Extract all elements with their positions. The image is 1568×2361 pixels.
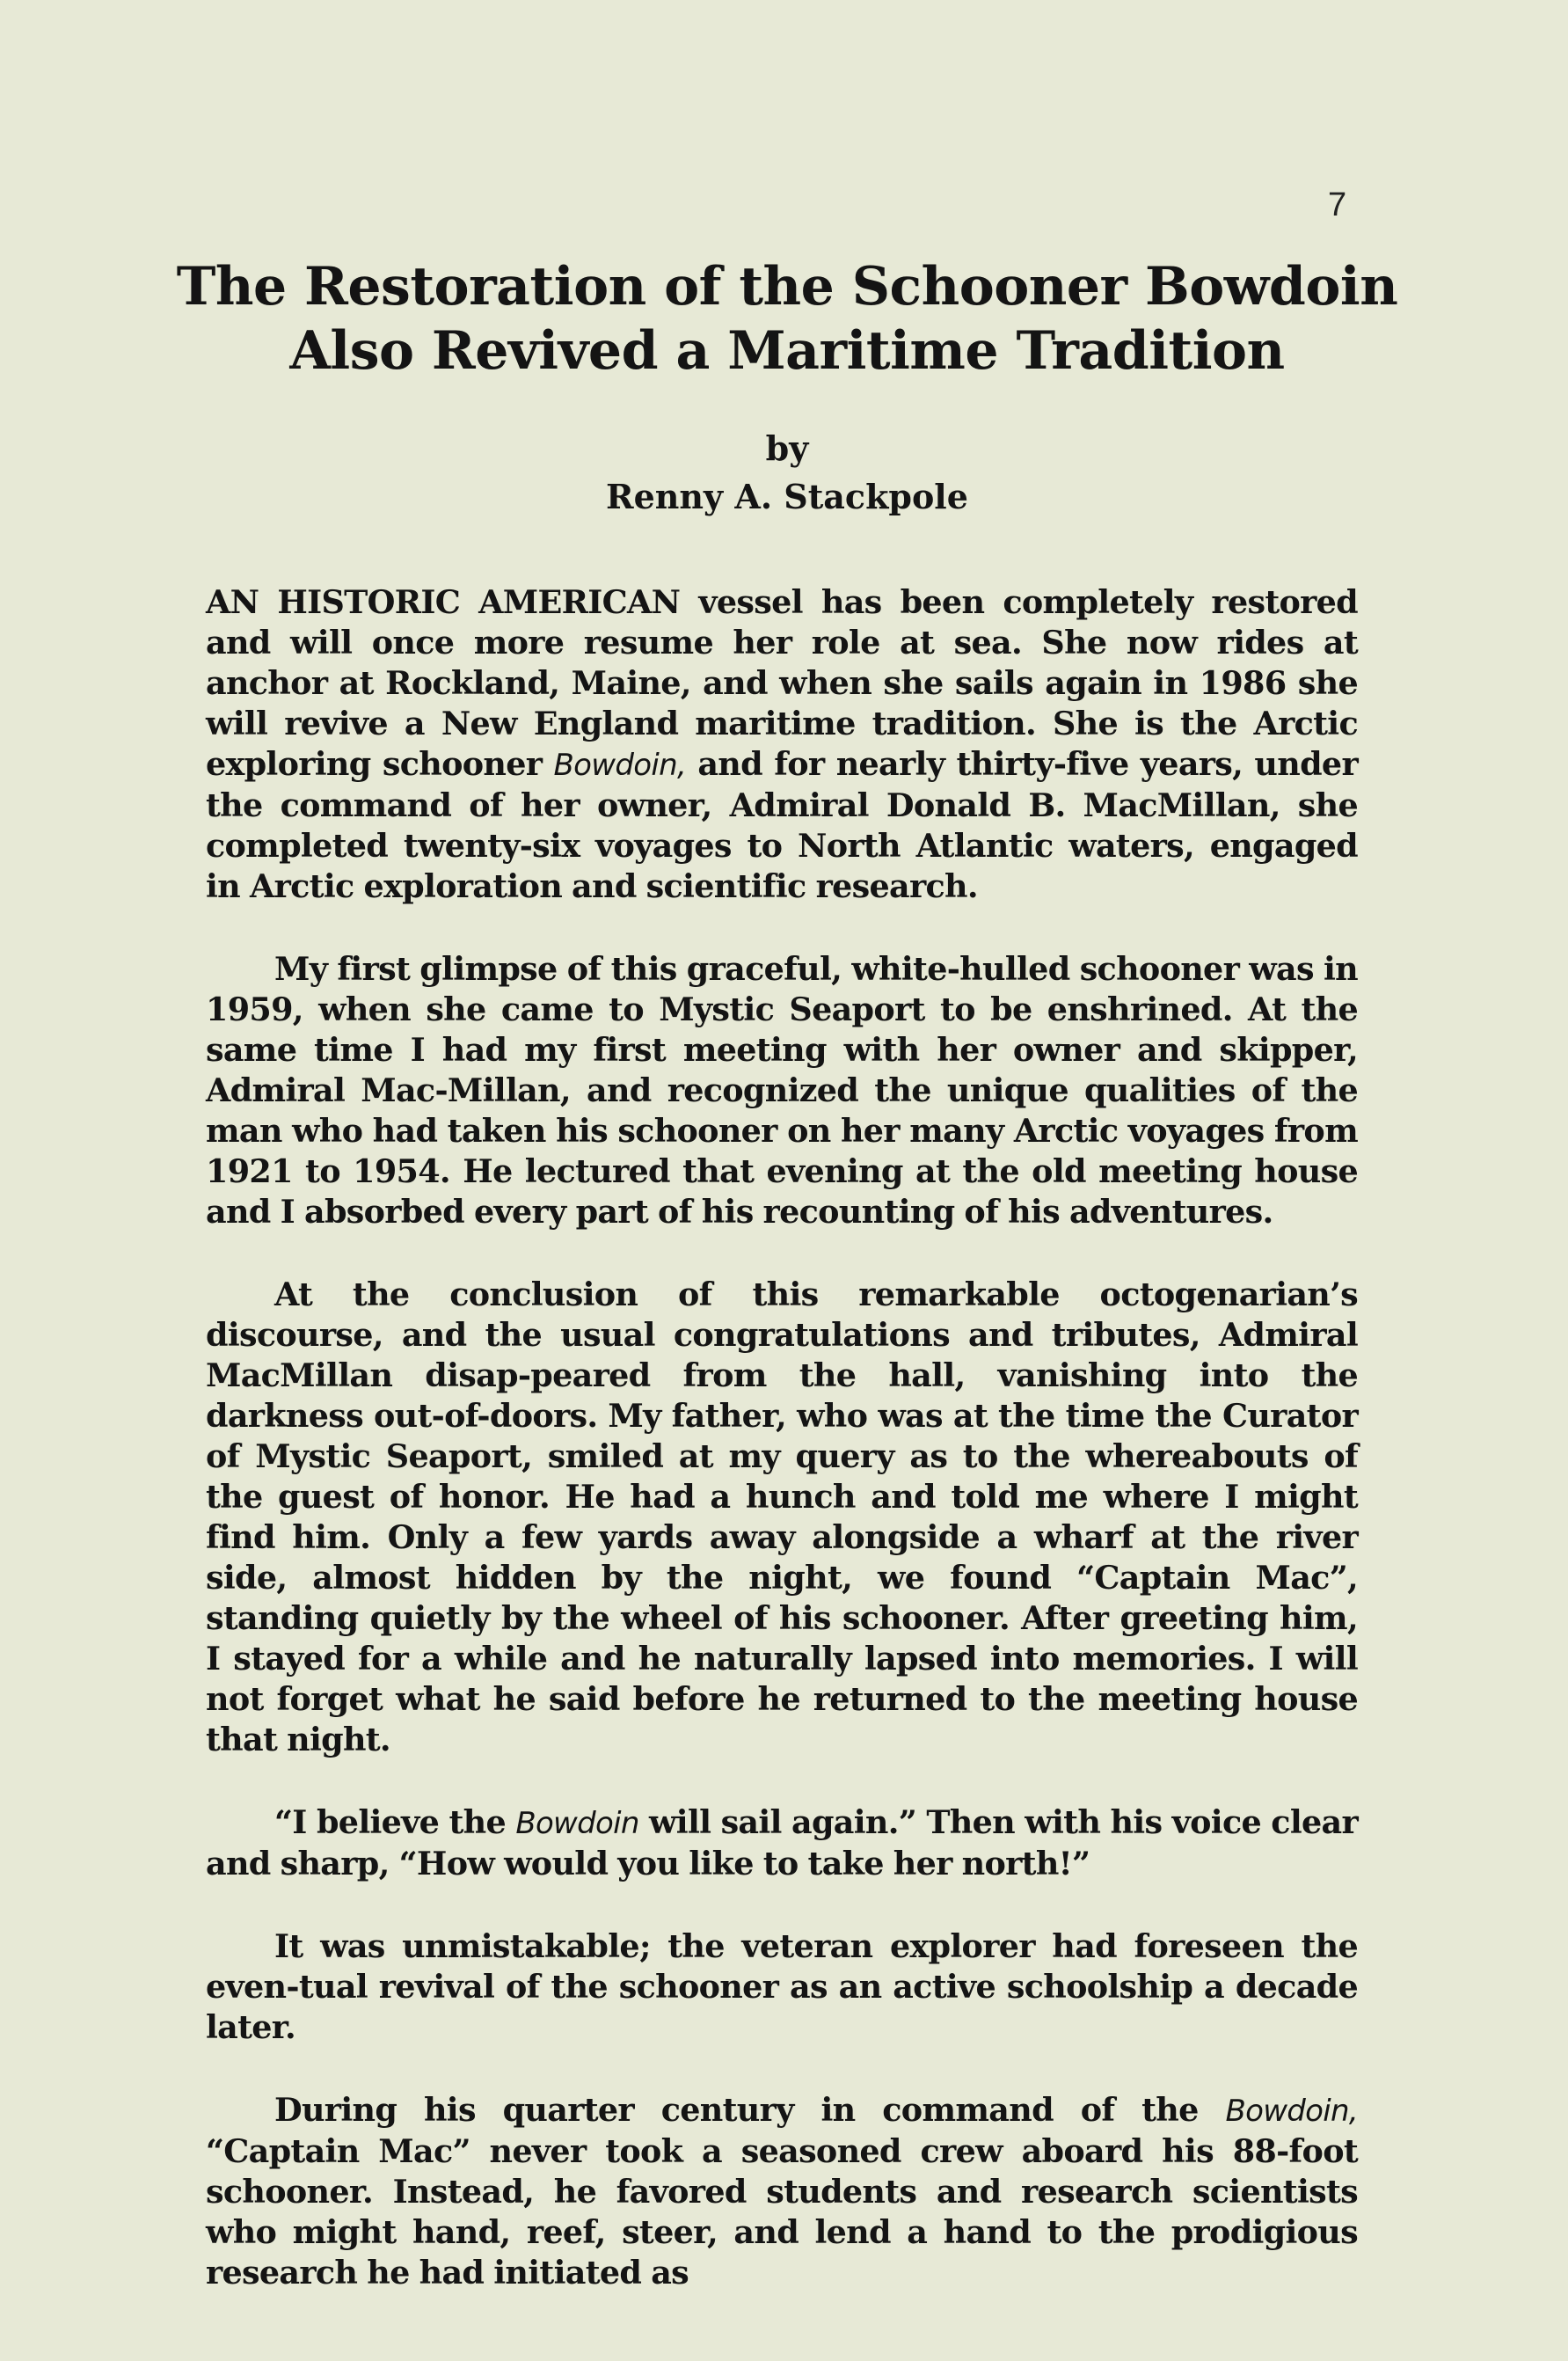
byline-by: by — [765, 428, 809, 468]
paragraph-4-text-b: will sail again.” Then with his voice clear and sharp, “How would you like to take her north!” — [206, 1803, 1358, 1882]
paragraph-4 — [206, 1802, 1358, 1884]
paragraph-6 — [206, 2090, 1358, 2293]
article-title-line-1: The Restoration of the Schooner Bowdoin — [176, 256, 1398, 318]
byline — [264, 424, 1310, 521]
author-name: Renny A. Stackpole — [606, 477, 968, 517]
paragraph-6-text-a: During his quarter century in command of the — [274, 2091, 1226, 2129]
ship-name: Bowdoin — [515, 1806, 639, 1841]
ship-name: Bowdoin, — [1225, 2094, 1358, 2129]
paragraph-3: At the conclusion of this remarkable octogenarian’s discourse, and the usual congratulations and tributes, Admiral MacMillan disap-peared from the hall, vanishing into the darkness out-of-doors. My father, who was at the time the Curator of Mystic Seaport, smiled at my query as to the whereabouts of the guest of honor. He had a hunch and told me where I might find him. Only a few yards away alongside a wharf at the river side, almost hidden by the night, we found “Captain Mac”, standing quietly by the wheel of his schooner. After greeting him, I stayed for a while and he naturally lapsed into memories. I will not forget what he said before he returned to the meeting house that night. — [206, 1276, 1358, 1758]
paragraph-5: It was unmistakable; the veteran explorer had foreseen the even-tual revival of the schooner as an active schoolship a decade later. — [206, 1927, 1358, 2046]
ship-name: Bowdoin, — [553, 748, 687, 783]
article-body — [206, 582, 1358, 2293]
paragraph-6-text-b: “Captain Mac” never took a seasoned crew aboard his 88-foot schooner. Instead, he favored students and research scientists who might hand, reef, steer, and lend a hand to the prodigious research he had initiated as — [206, 2132, 1358, 2292]
paragraph-4-text-a: “I believe the — [274, 1803, 516, 1841]
article-title — [176, 255, 1398, 384]
page-number: 7 — [1328, 186, 1347, 223]
paragraph-1-text-a: AN HISTORIC AMERICAN vessel has been completely restored and will once more resume her role at sea. She now rides at anchor at Rockland, Maine, and when she sails again in 1986 she will revive a New England maritime tradition. She is the Arctic exploring schooner — [206, 583, 1358, 783]
paragraph-1 — [206, 582, 1358, 907]
paragraph-2: My first glimpse of this graceful, white-hulled schooner was in 1959, when she came to Mystic Seaport to be enshrined. At the same time I had my first meeting with her owner and skipper, Admiral Mac-Millan, and recognized the unique qualities of the man who had taken his schooner on her many Arctic voyages from 1921 to 1954. He lectured that evening at the old meeting house and I absorbed every part of his recounting of his adventures. — [206, 950, 1358, 1231]
article-title-line-2: Also Revived a Maritime Tradition — [289, 320, 1285, 383]
paragraph-1-text-b: and for nearly thirty-five years, under the command of her owner, Admiral Donald B. MacMillan, she completed twenty-six voyages to North Atlantic waters, engaged in Arctic exploration and scientific research. — [206, 745, 1358, 905]
